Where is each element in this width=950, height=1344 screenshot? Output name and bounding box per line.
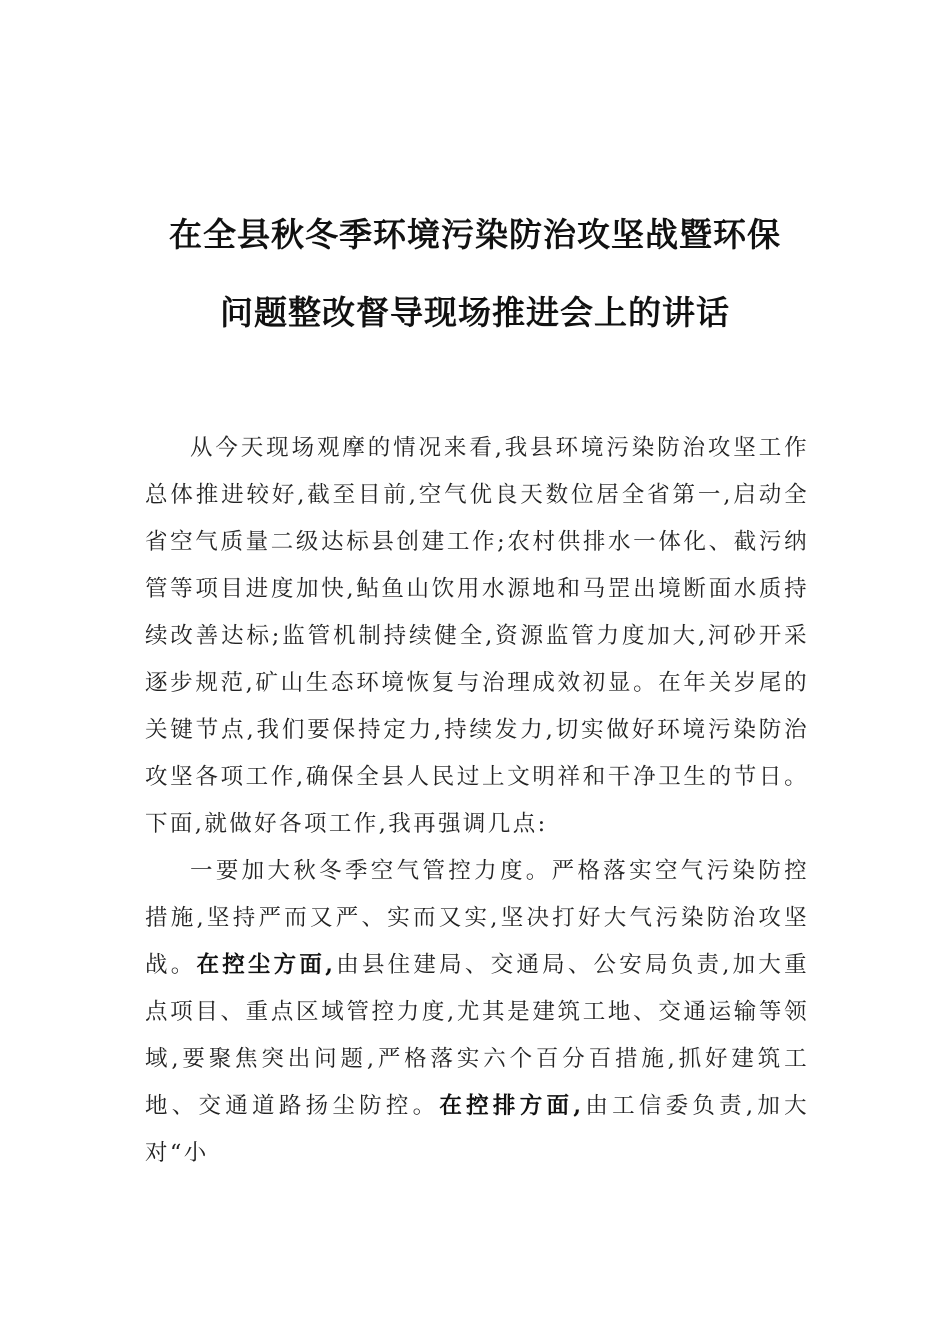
paragraph-text: 由工信委负责,加大对“小 — [145, 1093, 809, 1166]
paragraph-text: 由县住建局、交通局、公安局负责,加大重点项目、重点区域管控力度,尤其是建筑工地、交通运输等领域,要聚焦突出问题,严格落实六个百分百措施,抓好建筑工地、交通道路扬尘防控。 — [145, 952, 809, 1119]
paragraph-text: 严格落实空气污染防控措施,坚持严而又严、实而又实,坚决打好大气污染防治攻坚战。 — [145, 858, 809, 978]
paragraph-lead-heading: 一要加大秋冬季空气管控力度。 — [190, 858, 552, 884]
title-line-1: 在全县秋冬季环境污染防治攻坚战暨环保 — [169, 215, 781, 254]
title-line-2: 问题整改督导现场推进会上的讲话 — [220, 293, 730, 332]
dust-control-heading: 在控尘方面, — [196, 952, 336, 978]
emission-control-heading: 在控排方面, — [439, 1093, 584, 1119]
document-body — [145, 425, 809, 1177]
document-title — [100, 196, 850, 352]
paragraph-air-control — [145, 848, 809, 1177]
paragraph-intro: 从今天现场观摩的情况来看,我县环境污染防治攻坚工作总体推进较好,截至目前,空气优良天数位居全省第一,启动全省空气质量二级达标县创建工作;农村供排水一体化、截污纳管等项目进度加快,鲇鱼山饮用水源地和马罡出境断面水质持续改善达标;监管机制持续健全,资源监管力度加大,河砂开采逐步规范,矿山生态环境恢复与治理成效初显。在年关岁尾的关键节点,我们要保持定力,持续发力,切实做好环境污染防治攻坚各项工作,确保全县人民过上文明祥和干净卫生的节日。下面,就做好各项工作,我再强调几点: — [145, 435, 809, 837]
